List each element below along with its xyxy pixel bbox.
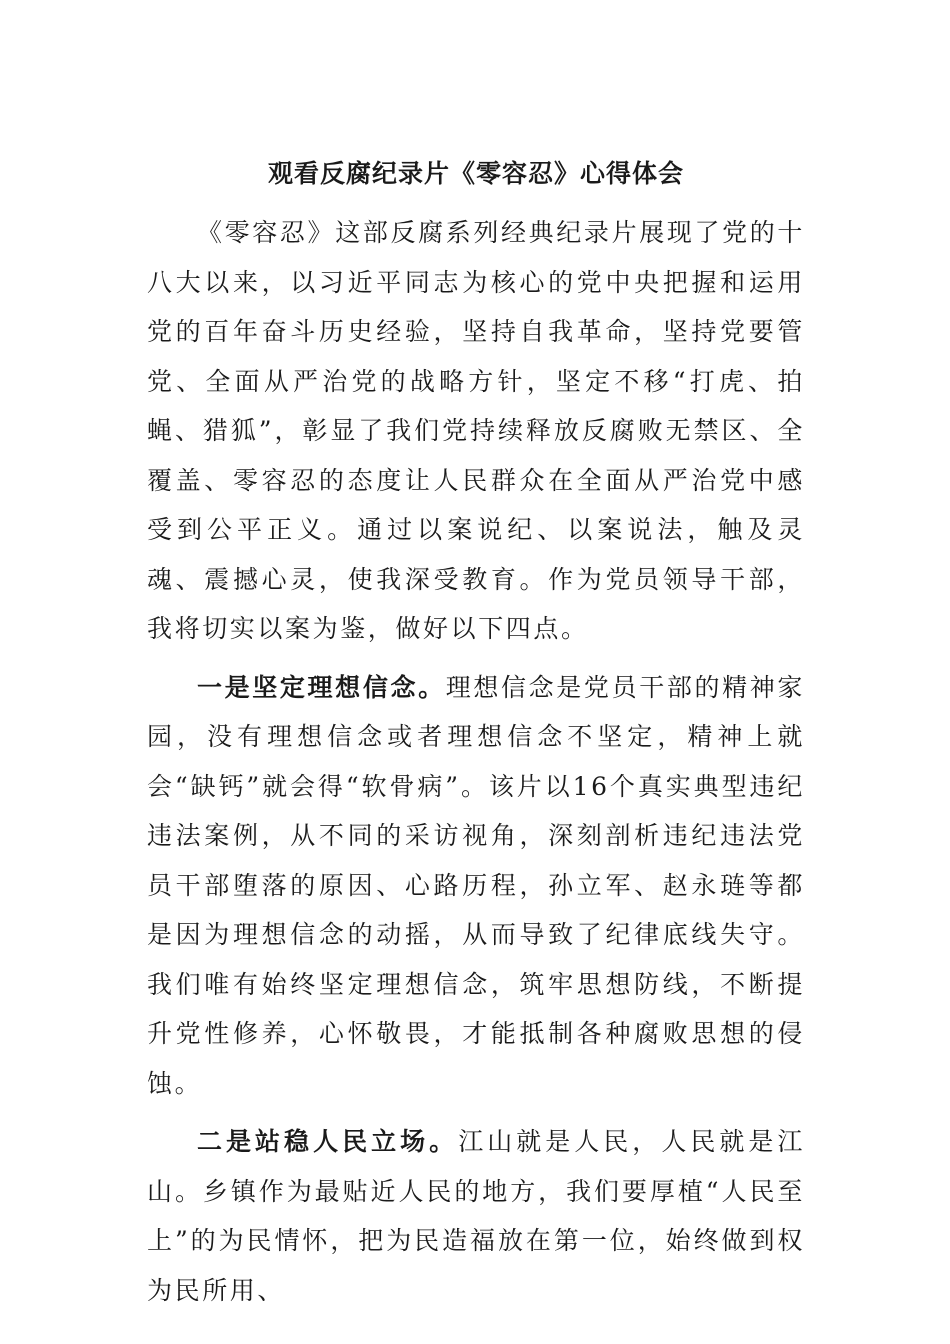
point-two-paragraph — [147, 1117, 805, 1315]
intro-text: 《零容忍》这部反腐系列经典纪录片展现了党的十八大以来，以习近平同志为核心的党中央把握和运用党的百年奋斗历史经验，坚持自我革命，坚持党要管党、全面从严治党的战略方针，坚定不移“打虎、拍蝇、猎狐”，彰显了我们党持续释放反腐败无禁区、全覆盖、零容忍的态度让人民群众在全面从严治党中感受到公平正义。通过以案说纪、以案说法，触及灵魂、震撼心灵，使我深受教育。作为党员领导干部，我将切实以案为鉴，做好以下四点。 — [147, 218, 805, 643]
point-two-heading: 二是站稳人民立场。 — [197, 1127, 459, 1156]
intro-paragraph — [147, 208, 805, 654]
point-one-text: 理想信念是党员干部的精神家园，没有理想信念或者理想信念不坚定，精神上就会“缺钙”就会得“软骨病”。该片以16个真实典型违纪违法案例，从不同的采访视角，深刻剖析违纪违法党员干部堕落的原因、心路历程，孙立军、赵永琏等都是因为理想信念的动摇，从而导致了纪律底线失守。我们唯有始终坚定理想信念，筑牢思想防线，不断提升党性修养，心怀敬畏，才能抵制各种腐败思想的侵蚀。 — [147, 672, 805, 1098]
point-two-text: 江山就是人民，人民就是江山。乡镇作为最贴近人民的地方，我们要厚植“人民至上”的为民情怀，把为民造福放在第一位，始终做到权为民所用、 — [147, 1127, 806, 1305]
point-one-heading: 一是坚定理想信念。 — [197, 672, 446, 702]
document-title: 观看反腐纪录片《零容忍》心得体会 — [267, 159, 684, 188]
point-one-paragraph — [147, 663, 805, 1109]
document-page — [147, 148, 805, 1324]
